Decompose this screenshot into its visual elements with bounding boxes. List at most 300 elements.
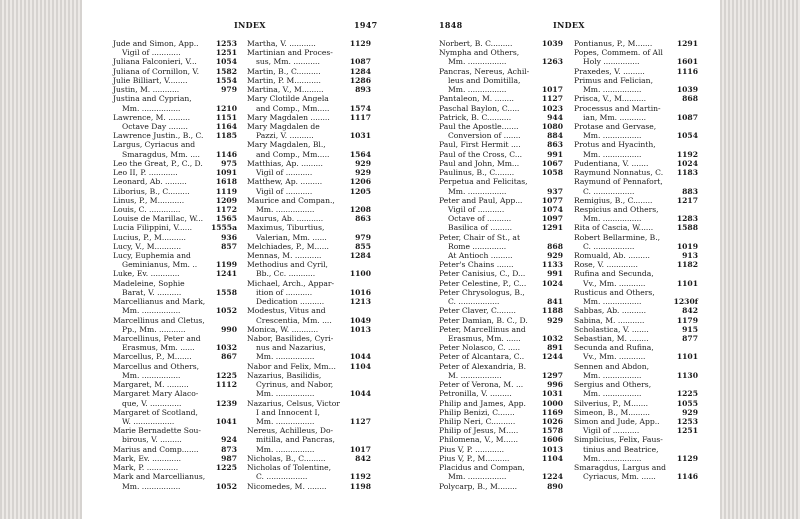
index-entry <box>113 297 237 306</box>
index-entry-page-number: 1169 <box>541 407 563 417</box>
index-entry <box>113 454 237 463</box>
index-entry-page-number: 1039 <box>541 39 563 48</box>
index-entry <box>439 168 563 177</box>
index-entry-text: Remigius, B., C........ <box>574 195 653 205</box>
index-entry-page-number: 1574 <box>349 103 371 113</box>
index-entry-text: Peter of Alexandria, B. <box>439 361 527 371</box>
index-entry-text: Peter, Marcellinus and <box>439 324 526 334</box>
index-entry-text: Placidus and Compan, <box>439 463 525 473</box>
index-entry-text: Mm. ................ <box>256 444 315 454</box>
index-entry-page-number: 1077 <box>541 195 563 205</box>
index-entry <box>439 472 563 481</box>
index-entry <box>574 325 698 334</box>
index-entry-text: Octave Day ........ <box>122 121 188 131</box>
index-entry-page-number: 1032 <box>541 334 563 343</box>
index-entry-text: Respicius and Others, <box>574 204 659 214</box>
index-entry <box>574 177 698 186</box>
index-entry <box>574 454 698 463</box>
index-entry <box>574 159 698 168</box>
index-entry-page-number: 1564 <box>349 149 371 159</box>
index-entry <box>113 242 237 251</box>
index-entry-text: Vigil of ........... <box>583 426 640 436</box>
index-entry-text: Margaret Mary Alaco- <box>113 389 199 399</box>
index-entry-text: Matthew, Ap. ......... <box>247 177 323 187</box>
index-entry-page-number: 1054 <box>215 57 237 67</box>
index-entry-text: mitilla, and Pancras, <box>256 435 335 445</box>
index-entry-text: Louise de Marillac, W... <box>113 214 204 224</box>
index-entry-text: tinius and Beatrice, <box>583 444 659 454</box>
index-entry-page-number: 1119 <box>215 186 237 196</box>
index-entry-page-number: 1164 <box>215 121 237 131</box>
index-entry <box>439 306 563 315</box>
index-entry-text: Martha, V. ........... <box>247 39 316 48</box>
index-entry <box>439 76 563 85</box>
index-entry <box>574 269 698 278</box>
index-entry-page-number: 1198 <box>349 481 371 491</box>
index-entry <box>574 140 698 149</box>
index-entry-page-number: 1192 <box>349 472 371 482</box>
index-entry <box>574 334 698 343</box>
index-entry-text: Liborius, B., C......... <box>113 186 190 196</box>
index-entry <box>113 104 237 113</box>
index-entry <box>247 371 371 380</box>
index-entry <box>439 445 563 454</box>
index-entry-page-number: 1291 <box>676 39 698 48</box>
index-entry-page-number: 944 <box>547 112 563 122</box>
index-entry <box>439 223 563 232</box>
index-entry-text: Mary Magdalen de <box>247 121 320 131</box>
index-entry <box>247 260 371 269</box>
index-entry <box>113 39 237 48</box>
index-entry-text: Michael, Arch., Appar- <box>247 278 335 288</box>
index-entry-page-number: 1606 <box>541 435 563 445</box>
index-entry-text: Bb., Cc. ........... <box>256 269 316 279</box>
index-entry-page-number: 877 <box>682 334 698 343</box>
left-page-number: 1947 <box>354 20 378 30</box>
index-entry-page-number: 1031 <box>349 131 371 141</box>
index-entry <box>439 113 563 122</box>
index-entry-text: Rose, V. ............. <box>574 260 638 270</box>
index-entry-text: Pius V, P. ............ <box>439 444 505 454</box>
index-entry <box>439 454 563 463</box>
index-entry-text: Maximus, Tiburtius, <box>247 223 325 233</box>
index-entry <box>247 334 371 343</box>
index-entry-text: Paul and John, Mm... <box>439 158 520 168</box>
index-entry <box>113 85 237 94</box>
index-entry <box>247 454 371 463</box>
index-entry <box>439 343 563 352</box>
index-entry-page-number: 1117 <box>349 112 371 122</box>
index-entry <box>439 325 563 334</box>
index-entry <box>574 187 698 196</box>
right-page-column-2 <box>574 39 698 482</box>
index-entry <box>247 417 371 426</box>
index-entry <box>574 389 698 398</box>
index-entry-text: Peter of Alcantara, C.. <box>439 352 525 362</box>
index-entry-page-number: 924 <box>221 435 237 445</box>
index-entry <box>247 435 371 444</box>
index-entry <box>113 408 237 417</box>
index-entry <box>247 187 371 196</box>
index-entry-page-number: 936 <box>221 232 237 242</box>
index-entry-page-number: 1044 <box>349 352 371 362</box>
index-entry-page-number: 937 <box>547 186 563 196</box>
index-entry <box>113 251 237 260</box>
index-entry-text: Vv., Mm. ........... <box>583 352 646 362</box>
index-entry-text: Mm. ................ <box>583 131 642 141</box>
index-entry-page-number: 1225 <box>215 463 237 473</box>
index-entry <box>574 104 698 113</box>
index-entry-page-number: 1224 <box>541 472 563 482</box>
index-entry-text: Mm. ................ <box>583 214 642 224</box>
index-entry <box>439 187 563 196</box>
index-entry-page-number: 1199 <box>215 260 237 270</box>
index-entry-text: Julie Billiart, V........ <box>113 75 188 85</box>
index-entry <box>439 399 563 408</box>
index-entry-text: Erasmus, Mm. ...... <box>122 343 195 353</box>
index-entry-text: Raymund Nonnatus, C. <box>574 168 664 178</box>
index-entry <box>574 131 698 140</box>
index-entry <box>574 343 698 352</box>
index-entry <box>113 205 237 214</box>
index-entry-text: Mm. ................ <box>122 306 181 316</box>
index-entry-page-number: 1582 <box>215 66 237 76</box>
index-entry-page-number: 1023 <box>541 103 563 113</box>
index-entry-text: Mm. ................ <box>583 297 642 307</box>
left-margin-background <box>0 0 82 519</box>
index-entry-page-number: 1209 <box>215 195 237 205</box>
index-entry <box>247 39 371 48</box>
index-entry <box>574 316 698 325</box>
index-entry-text: Peter Canisius, C., D... <box>439 269 526 279</box>
index-entry <box>113 214 237 223</box>
index-entry <box>113 417 237 426</box>
index-entry <box>574 94 698 103</box>
index-entry <box>113 463 237 472</box>
index-entry <box>247 233 371 242</box>
index-entry <box>574 297 698 306</box>
index-entry-text: Polycarp, B., M........ <box>439 481 518 491</box>
index-entry <box>247 316 371 325</box>
index-entry-text: Pp., Mm. ........... <box>122 324 186 334</box>
index-entry-page-number: 1016 <box>349 287 371 297</box>
index-entry <box>247 57 371 66</box>
index-entry <box>574 288 698 297</box>
index-entry <box>574 223 698 232</box>
index-entry-page-number: 1601 <box>676 57 698 67</box>
index-entry <box>574 352 698 361</box>
index-entry <box>247 472 371 481</box>
index-entry-page-number: 1188 <box>541 306 563 316</box>
index-entry-page-number: 1251 <box>215 48 237 58</box>
index-entry-text: Mm. ................ <box>256 204 315 214</box>
index-entry-text: Peter of Verona, M. ... <box>439 380 524 390</box>
index-entry-text: Justin, M. ........... <box>113 85 180 95</box>
index-entry <box>113 159 237 168</box>
index-entry-text: Barat, V. .......... <box>122 287 182 297</box>
index-entry-page-number: 1017 <box>541 85 563 95</box>
index-entry-text: Marcellianus and Mark, <box>113 297 206 307</box>
index-entry-page-number: 1284 <box>349 66 371 76</box>
index-entry-text: Sergius and Others, <box>574 380 652 390</box>
index-entry-text: Luke, Ev. ............ <box>113 269 180 279</box>
index-entry <box>113 352 237 361</box>
index-entry-page-number: 1044 <box>349 389 371 399</box>
index-entry-text: Peter Celestine, P., C... <box>439 278 527 288</box>
index-entry <box>439 251 563 260</box>
index-entry-text: nus and Nazarius, <box>256 343 326 353</box>
index-entry-text: and Comp., Mm..... <box>256 149 330 159</box>
index-entry <box>574 214 698 223</box>
index-entry-text: Philip Neri, C.......... <box>439 416 516 426</box>
index-entry <box>113 76 237 85</box>
index-entry <box>247 352 371 361</box>
index-entry-text: Mm. ................ <box>448 472 507 482</box>
index-entry <box>113 131 237 140</box>
index-entry-page-number: 1185 <box>215 131 237 141</box>
index-entry-text: Mm. ................ <box>122 370 181 380</box>
index-entry-text: Modestus, Vitus and <box>247 306 326 316</box>
index-entry-text: Marcellinus, Peter and <box>113 334 201 343</box>
index-entry <box>113 399 237 408</box>
index-entry-page-number: 990 <box>221 324 237 334</box>
index-entry-page-number: 1253 <box>676 416 698 426</box>
index-entry-text: Mm. ................ <box>583 389 642 399</box>
index-entry-text: Mark and Marcellianus, <box>113 472 206 482</box>
index-entry <box>247 426 371 435</box>
index-entry-page-number: 996 <box>547 380 563 390</box>
index-entry <box>574 399 698 408</box>
index-entry-text: C. ................. <box>583 186 635 196</box>
index-entry-text: Processus and Martin- <box>574 103 661 113</box>
index-entry <box>574 279 698 288</box>
index-entry-text: Smaragdus, Largus and <box>574 463 666 473</box>
index-entry-text: ition of ........... <box>256 287 313 297</box>
index-entry <box>439 482 563 491</box>
index-entry-page-number: 1058 <box>541 168 563 178</box>
right-page-column-1 <box>439 39 563 491</box>
index-entry-page-number: 1052 <box>215 481 237 491</box>
index-entry <box>247 150 371 159</box>
index-entry-text: Justina and Cyprian, <box>113 94 192 104</box>
index-entry-text: Nereus, Achilleus, Do- <box>247 426 334 436</box>
index-entry-page-number: 1091 <box>215 168 237 178</box>
index-entry-page-number: 1241 <box>215 269 237 279</box>
index-entry <box>574 260 698 269</box>
index-entry <box>439 426 563 435</box>
index-entry-page-number: 915 <box>682 324 698 334</box>
index-entry-text: Cyrinus, and Nabor, <box>256 380 334 390</box>
index-entry-text: Valerian, Mm. ...... <box>256 232 327 242</box>
index-entry-text: Prisca, V., M.......... <box>574 94 646 104</box>
index-entry <box>574 67 698 76</box>
index-entry <box>247 76 371 85</box>
index-entry <box>574 426 698 435</box>
index-entry <box>247 463 371 472</box>
index-entry <box>574 463 698 472</box>
index-entry-page-number: 1129 <box>349 39 371 48</box>
index-entry-page-number: 1225 <box>676 389 698 399</box>
index-entry-page-number: 1031 <box>541 389 563 399</box>
index-entry <box>247 67 371 76</box>
index-entry-page-number: 1210 <box>215 103 237 113</box>
index-entry-page-number: 842 <box>682 306 698 316</box>
index-entry-text: Mm. ................ <box>448 85 507 95</box>
index-entry-text: que, V. ............. <box>122 398 182 408</box>
index-entry-page-number: 1054 <box>676 131 698 141</box>
index-entry-text: Nicholas of Tolentine, <box>247 463 331 473</box>
index-entry-text: Mm. ................ <box>122 103 181 113</box>
index-entry-page-number: 1112 <box>215 380 237 390</box>
index-entry <box>574 362 698 371</box>
right-page-number: 1848 <box>439 20 463 30</box>
index-entry <box>247 205 371 214</box>
index-entry-page-number: 1024 <box>541 278 563 288</box>
index-entry-page-number: 857 <box>221 241 237 251</box>
index-entry <box>439 352 563 361</box>
index-entry <box>247 131 371 140</box>
index-entry <box>247 389 371 398</box>
index-entry-text: Peter and Paul, App... <box>439 195 523 205</box>
right-page-header-title: INDEX <box>553 20 585 30</box>
index-entry-text: Smaragdus, Mm. .... <box>122 149 200 159</box>
index-entry <box>574 76 698 85</box>
index-entry-page-number: 1067 <box>541 158 563 168</box>
index-entry <box>247 122 371 131</box>
index-entry-text: Mm. ................ <box>583 370 642 380</box>
index-entry <box>439 177 563 186</box>
index-entry <box>113 371 237 380</box>
index-entry <box>113 306 237 315</box>
index-entry-page-number: 1179 <box>676 315 698 325</box>
index-entry <box>247 242 371 251</box>
index-entry-page-number: 1101 <box>676 278 698 288</box>
index-entry <box>439 131 563 140</box>
index-entry <box>574 122 698 131</box>
index-entry <box>247 380 371 389</box>
index-entry-page-number: 1013 <box>349 324 371 334</box>
index-entry-text: Pancras, Nereus, Achil- <box>439 66 530 76</box>
index-entry-page-number: 1618 <box>215 177 237 187</box>
index-entry-page-number: 1286 <box>349 75 371 85</box>
index-entry <box>113 269 237 278</box>
index-entry-text: Marius and Comp....... <box>113 444 199 454</box>
index-entry-text: Martinian and Proces- <box>247 48 333 58</box>
index-entry-page-number: 867 <box>221 352 237 362</box>
index-entry <box>574 445 698 454</box>
index-entry-page-number: 1146 <box>676 472 698 482</box>
index-entry-page-number: 1244 <box>541 352 563 362</box>
index-entry <box>113 177 237 186</box>
index-entry-text: Nabor, Basilides, Cyri- <box>247 334 334 343</box>
index-entry-text: Marcellus and Others, <box>113 361 200 371</box>
index-entry-text: Sabina, M. ........... <box>574 315 645 325</box>
index-entry <box>113 325 237 334</box>
index-entry-text: Mary Magdalen, Bl., <box>247 140 326 150</box>
index-entry-page-number: 1146 <box>215 149 237 159</box>
index-entry-text: ian, Mm. ........... <box>583 112 647 122</box>
index-entry <box>113 279 237 288</box>
index-entry <box>113 316 237 325</box>
index-entry-page-number: 1554 <box>215 75 237 85</box>
index-entry <box>247 306 371 315</box>
index-entry <box>574 408 698 417</box>
index-entry <box>247 445 371 454</box>
index-entry-text: Juliana of Cornillon, V. <box>113 66 199 76</box>
index-entry <box>247 288 371 297</box>
index-entry-text: Cyriacus, Mm. ...... <box>583 472 656 482</box>
index-entry-text: Lucia Filippini, V...... <box>113 223 193 233</box>
index-entry-page-number: 1019 <box>676 241 698 251</box>
index-entry-page-number: 1074 <box>541 204 563 214</box>
index-entry <box>247 269 371 278</box>
index-entry <box>439 260 563 269</box>
index-entry-page-number: 842 <box>355 453 371 463</box>
index-entry-page-number: 891 <box>547 343 563 353</box>
index-entry-text: Philip of Jesus, M..... <box>439 426 519 436</box>
index-entry-page-number: 1097 <box>541 214 563 224</box>
index-entry-text: Philip Benizi, C....... <box>439 407 515 417</box>
index-entry-page-number: 1251 <box>676 426 698 436</box>
index-entry <box>439 214 563 223</box>
index-entry <box>439 67 563 76</box>
index-entry-text: Mm. ................ <box>256 416 315 426</box>
index-entry <box>247 159 371 168</box>
index-entry-text: C. ................. <box>583 241 635 251</box>
index-entry-text: Paul, First Hermit .... <box>439 140 521 150</box>
index-entry-page-number: 991 <box>547 149 563 159</box>
index-entry-page-number: 1133 <box>541 260 563 270</box>
index-entry-text: Peter Claver, C........ <box>439 306 516 316</box>
index-entry <box>113 67 237 76</box>
index-entry-text: I and Innocent I, <box>256 407 320 417</box>
index-entry <box>439 48 563 57</box>
index-entry <box>439 150 563 159</box>
index-entry-page-number: 987 <box>221 453 237 463</box>
index-entry-page-number: 1555a <box>210 223 237 233</box>
index-entry-page-number: 1052 <box>215 306 237 316</box>
index-entry-text: Sebastian, M. ........ <box>574 334 649 343</box>
index-entry-text: Madeleine, Sophie <box>113 278 185 288</box>
index-entry-page-number: 1225 <box>215 370 237 380</box>
index-entry-text: Peter's Chains ....... <box>439 260 514 270</box>
index-entry <box>113 150 237 159</box>
index-entry <box>439 408 563 417</box>
index-entry-text: Linus, P., M........... <box>113 195 185 205</box>
index-entry-text: Mm. ................ <box>256 389 315 399</box>
index-entry-text: Monica, W. ........... <box>247 324 319 334</box>
index-entry-page-number: 929 <box>547 315 563 325</box>
index-entry-text: Nazarius, Basilidis, <box>247 370 322 380</box>
index-entry-text: Philip and James, App. <box>439 398 526 408</box>
index-entry-page-number: 1116 <box>676 66 698 76</box>
index-entry <box>247 482 371 491</box>
index-entry-page-number: 1100 <box>349 269 371 279</box>
index-entry <box>574 380 698 389</box>
index-entry-page-number: 841 <box>547 297 563 307</box>
index-entry-page-number: 855 <box>355 241 371 251</box>
index-entry-page-number: 1151 <box>215 112 237 122</box>
index-entry-page-number: 979 <box>355 232 371 242</box>
index-entry-page-number: 1049 <box>349 315 371 325</box>
index-entry-text: Nicomedes, M. ........ <box>247 481 327 491</box>
index-entry <box>247 177 371 186</box>
index-entry-page-number: 1000 <box>541 398 563 408</box>
index-entry-text: Perpetua and Felicitas, <box>439 177 528 187</box>
index-entry-text: Primus and Felician, <box>574 75 653 85</box>
index-entry-text: Paul of the Cross, C... <box>439 149 523 159</box>
index-entry-text: leus and Domitilla, <box>448 75 521 85</box>
